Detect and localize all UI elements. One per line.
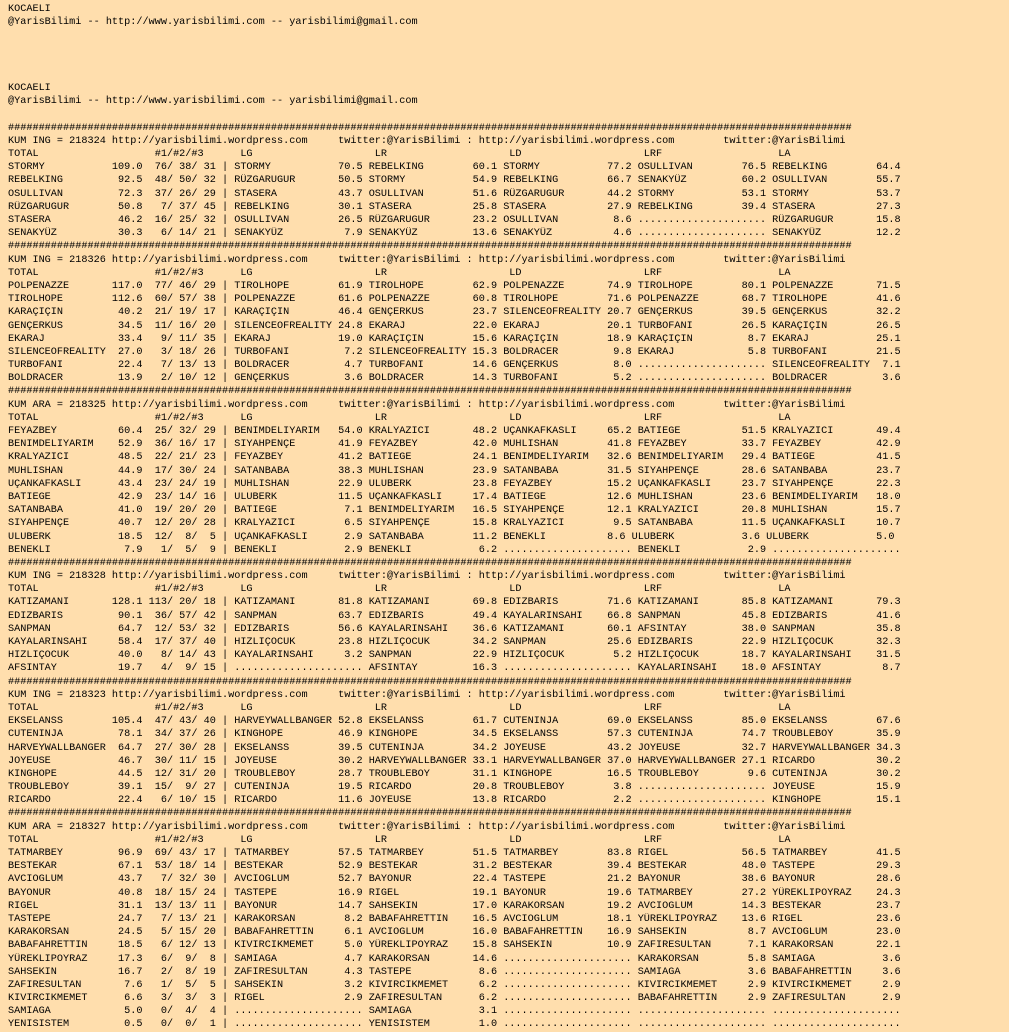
horse-row: SENAKYÜZ 30.3 6/ 14/ 21 | SENAKYÜZ 7.9 SENAKYÜZ 13.6 SENAKYÜZ 4.6 ..................... SENAKYÜZ 12.2 (8, 228, 901, 240)
horse-row: BESTEKAR 67.1 53/ 18/ 14 | BESTEKAR 52.9 BESTEKAR 31.2 BESTEKAR 39.4 BESTEKAR 48.0 TASTEPE 29.3 (8, 861, 901, 873)
spacer (8, 69, 1009, 82)
race-block (8, 254, 1009, 386)
horse-row: YENISISTEM 0.5 0/ 0/ 1 | ..................... YENISISTEM 1.0 ..................... ..................... ..................... (8, 1019, 901, 1031)
spacer (8, 43, 1009, 56)
race-block (8, 689, 1009, 808)
horse-row: FEYAZBEY 60.4 25/ 32/ 29 | BENIMDELIYARIM 54.0 KRALYAZICI 48.2 UÇANKAFKASLI 65.2 BATIEGE 51.5 KRALYAZICI 49.4 (8, 426, 901, 437)
separator-line: ########################################################################################################################################## (8, 676, 852, 688)
header-block-1 (8, 3, 1009, 29)
column-header-line: TOTAL #1/#2/#3 LG LR LD LRF LA (8, 149, 791, 161)
city-title: KOCAELI (8, 83, 51, 95)
spacer (8, 109, 1009, 122)
horse-row: HARVEYWALLBANGER 64.7 27/ 30/ 28 | EKSELANSS 39.5 CUTENINJA 34.2 JOYEUSE 43.2 JOYEUSE 32.7 HARVEYWALLBANGER 34.3 (8, 742, 901, 754)
horse-row: BABAFAHRETTIN 18.5 6/ 12/ 13 | KIVIRCIKMEMET 5.0 YÜREKLIPOYRAZ 15.8 SAHSEKIN 10.9 ZAFIRESULTAN 7.1 KARAKORSAN 22.1 (8, 940, 901, 952)
horse-row: BATIEGE 42.9 23/ 14/ 16 | ULUBERK 11.5 UÇANKAFKASLI 17.4 BATIEGE 12.6 MUHLISHAN 23.6 BENIMDELIYARIM 18.0 (8, 491, 901, 503)
horse-row: SATANBABA 41.0 19/ 20/ 20 | BATIEGE 7.1 BENIMDELIYARIM 16.5 SIYAHPENÇE 12.1 KRALYAZICI 20.8 MUHLISHAN 15.7 (8, 505, 901, 517)
horse-row: SAMIAGA 5.0 0/ 4/ 4 | ..................... SAMIAGA 3.1 ..................... ..................... ..................... (8, 1006, 901, 1018)
horse-row: KINGHOPE 44.5 12/ 31/ 20 | TROUBLEBOY 28.7 TROUBLEBOY 31.1 KINGHOPE 16.5 TROUBLEBOY 9.6 CUTENINJA 30.2 (8, 768, 901, 780)
horse-row: KARAKORSAN 24.5 5/ 15/ 20 | BABAFAHRETTIN 6.1 AVCIOGLUM 16.0 BABAFAHRETTIN 16.9 SAHSEKIN 8.7 AVCIOGLUM 23.0 (8, 927, 901, 939)
horse-row: TROUBLEBOY 39.1 15/ 9/ 27 | CUTENINJA 19.5 RICARDO 20.8 TROUBLEBOY 3.8 ..................... JOYEUSE 15.9 (8, 782, 901, 794)
race-tables (8, 122, 1009, 1032)
horse-row: YÜREKLIPOYRAZ 17.3 6/ 9/ 8 | SAMIAGA 4.7 KARAKORSAN 14.6 ..................... KARAKORSAN 5.8 SAMIAGA 3.6 (8, 953, 901, 965)
column-header-line: TOTAL #1/#2/#3 LG LR LD LRF LA (8, 412, 791, 424)
horse-row: BOLDRACER 13.9 2/ 10/ 12 | GENÇERKUS 3.6 BOLDRACER 14.3 TURBOFANI 5.2 ..................... BOLDRACER 3.6 (8, 373, 901, 385)
horse-row: AVCIOGLUM 43.7 7/ 32/ 30 | AVCIOGLUM 52.7 BAYONUR 22.4 TASTEPE 21.2 BAYONUR 38.6 BAYONUR 28.6 (8, 874, 901, 886)
horse-row: STASERA 46.2 16/ 25/ 32 | OSULLIVAN 26.5 RÜZGARUGUR 23.2 OSULLIVAN 8.6 ..................... RÜZGARUGUR 15.8 (8, 215, 901, 226)
race-header-line: KUM ING = 218324 http://yarisbilimi.wordpress.com twitter:@YarisBilimi : http://yarisbilimi.wordpress.com twitter:@YarisBilimi (8, 135, 846, 147)
race-header-line: KUM ING = 218328 http://yarisbilimi.wordpress.com twitter:@YarisBilimi : http://yarisbilimi.wordpress.com twitter:@YarisBilimi (8, 571, 846, 583)
horse-row: SANPMAN 64.7 12/ 53/ 32 | EDIZBARIS 56.6 KAYALARINSAHI 36.6 KATIZAMANI 60.1 AFSINTAY 38.0 SANPMAN 35.8 (8, 623, 901, 635)
horse-row: EKARAJ 33.4 9/ 11/ 35 | EKARAJ 19.0 KARAÇIÇIN 15.6 KARAÇIÇIN 18.9 KARAÇIÇIN 8.7 EKARAJ 25.1 (8, 333, 901, 345)
horse-row: SAHSEKIN 16.7 2/ 8/ 19 | ZAFIRESULTAN 4.3 TASTEPE 8.6 ..................... SAMIAGA 3.6 BABAFAHRETTIN 3.6 (8, 966, 901, 978)
horse-row: SILENCEOFREALITY 27.0 3/ 18/ 26 | TURBOFANI 7.2 SILENCEOFREALITY 15.3 BOLDRACER 9.8 EKARAJ 5.8 TURBOFANI 21.5 (8, 346, 901, 358)
horse-row: OSULLIVAN 72.3 37/ 26/ 29 | STASERA 43.7 OSULLIVAN 51.6 RÜZGARUGUR 44.2 STORMY 53.1 STORMY 53.7 (8, 188, 901, 200)
race-header-line: KUM ING = 218323 http://yarisbilimi.wordpress.com twitter:@YarisBilimi : http://yarisbilimi.wordpress.com twitter:@YarisBilimi (8, 689, 846, 701)
column-header-line: TOTAL #1/#2/#3 LG LR LD LRF LA (8, 702, 791, 714)
horse-row: RÜZGARUGUR 50.8 7/ 37/ 45 | REBELKING 30.1 STASERA 25.8 STASERA 27.9 REBELKING 39.4 STASERA 27.3 (8, 201, 901, 213)
horse-row: BENEKLI 7.9 1/ 5/ 9 | BENEKLI 2.9 BENEKLI 6.2 ..................... BENEKLI 2.9 ..................... (8, 544, 901, 556)
race-header-line: KUM ARA = 218325 http://yarisbilimi.wordpress.com twitter:@YarisBilimi : http://yarisbilimi.wordpress.com twitter:@YarisBilimi (8, 399, 846, 411)
race-header-line: KUM ING = 218326 http://yarisbilimi.wordpress.com twitter:@YarisBilimi : http://yarisbilimi.wordpress.com twitter:@YarisBilimi (8, 254, 846, 266)
credit-line: @YarisBilimi -- http://www.yarisbilimi.com -- yarisbilimi@gmail.com (8, 96, 418, 108)
separator-line: ########################################################################################################################################## (8, 557, 852, 569)
horse-row: RICARDO 22.4 6/ 10/ 15 | RICARDO 11.6 JOYEUSE 13.8 RICARDO 2.2 ..................... KINGHOPE 15.1 (8, 795, 901, 807)
separator-line: ########################################################################################################################################## (8, 808, 852, 820)
credit-line: @YarisBilimi -- http://www.yarisbilimi.com -- yarisbilimi@gmail.com (8, 17, 418, 29)
separator-line: ########################################################################################################################################## (8, 386, 852, 398)
horse-row: MUHLISHAN 44.9 17/ 30/ 24 | SATANBABA 38.3 MUHLISHAN 23.9 SATANBABA 31.5 SIYAHPENÇE 28.6 SATANBABA 23.7 (8, 465, 901, 477)
spacer (8, 29, 1009, 42)
horse-row: KIVIRCIKMEMET 6.6 3/ 3/ 3 | RIGEL 2.9 ZAFIRESULTAN 6.2 ..................... BABAFAHRETTIN 2.9 ZAFIRESULTAN 2.9 (8, 993, 901, 1005)
horse-row: BAYONUR 40.8 18/ 15/ 24 | TASTEPE 16.9 RIGEL 19.1 BAYONUR 19.6 TATMARBEY 27.2 YÜREKLIPOYRAZ 24.3 (8, 887, 901, 899)
race-block (8, 399, 1009, 557)
race-header-line: KUM ARA = 218327 http://yarisbilimi.wordpress.com twitter:@YarisBilimi : http://yarisbilimi.wordpress.com twitter:@YarisBilimi (8, 821, 846, 833)
horse-row: EKSELANSS 105.4 47/ 43/ 40 | HARVEYWALLBANGER 52.8 EKSELANSS 61.7 CUTENINJA 69.0 EKSELANSS 85.0 EKSELANSS 67.6 (8, 716, 901, 728)
horse-row: TIROLHOPE 112.6 60/ 57/ 38 | POLPENAZZE 61.6 POLPENAZZE 60.8 TIROLHOPE 71.6 POLPENAZZE 68.7 TIROLHOPE 41.6 (8, 294, 901, 306)
city-title: KOCAELI (8, 4, 51, 15)
horse-row: HIZLIÇOCUK 40.0 8/ 14/ 43 | KAYALARINSAHI 3.2 SANPMAN 22.9 HIZLIÇOCUK 5.2 HIZLIÇOCUK 18.7 KAYALARINSAHI 31.5 (8, 650, 901, 662)
header-block-2 (8, 82, 1009, 108)
horse-row: KATIZAMANI 128.1 113/ 20/ 18 | KATIZAMANI 81.8 KATIZAMANI 69.8 EDIZBARIS 71.6 KATIZAMANI 85.8 KATIZAMANI 79.3 (8, 597, 901, 609)
separator-line: ########################################################################################################################################## (8, 122, 852, 134)
horse-row: GENÇERKUS 34.5 11/ 16/ 20 | SILENCEOFREALITY 24.8 EKARAJ 22.0 EKARAJ 20.1 TURBOFANI 26.5 KARAÇIÇIN 26.5 (8, 320, 901, 332)
horse-row: CUTENINJA 78.1 34/ 37/ 26 | KINGHOPE 46.9 KINGHOPE 34.5 EKSELANSS 57.3 CUTENINJA 74.7 TROUBLEBOY 35.9 (8, 729, 901, 741)
race-block (8, 570, 1009, 676)
horse-row: ULUBERK 18.5 12/ 8/ 5 | UÇANKAFKASLI 2.9 SATANBABA 11.2 BENEKLI 8.6 ULUBERK 3.6 ULUBERK 5.0 (8, 531, 895, 543)
horse-row: EDIZBARIS 90.1 36/ 57/ 42 | SANPMAN 63.7 EDIZBARIS 49.4 KAYALARINSAHI 66.8 SANPMAN 45.8 EDIZBARIS 41.6 (8, 610, 901, 622)
separator-line: ########################################################################################################################################## (8, 241, 852, 253)
race-block (8, 821, 1009, 1032)
spacer (8, 56, 1009, 69)
horse-row: UÇANKAFKASLI 43.4 23/ 24/ 19 | MUHLISHAN 22.9 ULUBERK 23.8 FEYAZBEY 15.2 UÇANKAFKASLI 23.7 SIYAHPENÇE 22.3 (8, 478, 901, 490)
horse-row: TURBOFANI 22.4 7/ 13/ 13 | BOLDRACER 4.7 TURBOFANI 14.6 GENÇERKUS 8.0 ..................... SILENCEOFREALITY 7.1 (8, 360, 901, 372)
horse-row: KAYALARINSAHI 58.4 17/ 37/ 40 | HIZLIÇOCUK 23.8 HIZLIÇOCUK 34.2 SANPMAN 25.6 EDIZBARIS 22.9 HIZLIÇOCUK 32.3 (8, 637, 901, 648)
horse-row: POLPENAZZE 117.0 77/ 46/ 29 | TIROLHOPE 61.9 TIROLHOPE 62.9 POLPENAZZE 74.9 TIROLHOPE 80.1 POLPENAZZE 71.5 (8, 280, 901, 292)
race-block (8, 135, 1009, 241)
horse-row: KRALYAZICI 48.5 22/ 21/ 23 | FEYAZBEY 41.2 BATIEGE 24.1 BENIMDELIYARIM 32.6 BENIMDELIYARIM 29.4 BATIEGE 41.5 (8, 452, 901, 464)
horse-row: RIGEL 31.1 13/ 13/ 11 | BAYONUR 14.7 SAHSEKIN 17.0 KARAKORSAN 19.2 AVCIOGLUM 14.3 BESTEKAR 23.7 (8, 900, 901, 912)
horse-row: STORMY 109.0 76/ 38/ 31 | STORMY 70.5 REBELKING 60.1 STORMY 77.2 OSULLIVAN 76.5 REBELKING 64.4 (8, 162, 901, 174)
horse-row: JOYEUSE 46.7 30/ 11/ 15 | JOYEUSE 30.2 HARVEYWALLBANGER 33.1 HARVEYWALLBANGER 37.0 HARVEYWALLBANGER 27.1 RICARDO 30.2 (8, 755, 901, 767)
horse-row: BENIMDELIYARIM 52.9 36/ 16/ 17 | SIYAHPENÇE 41.9 FEYAZBEY 42.0 MUHLISHAN 41.8 FEYAZBEY 33.7 FEYAZBEY 42.9 (8, 439, 901, 451)
column-header-line: TOTAL #1/#2/#3 LG LR LD LRF LA (8, 834, 791, 846)
horse-row: KARAÇIÇIN 40.2 21/ 19/ 17 | KARAÇIÇIN 46.4 GENÇERKUS 23.7 SILENCEOFREALITY 20.7 GENÇERKUS 39.5 GENÇERKUS 32.2 (8, 307, 901, 319)
horse-row: TATMARBEY 96.9 69/ 43/ 17 | TATMARBEY 57.5 TATMARBEY 51.5 TATMARBEY 83.8 RIGEL 56.5 TATMARBEY 41.5 (8, 848, 901, 859)
column-header-line: TOTAL #1/#2/#3 LG LR LD LRF LA (8, 267, 791, 279)
horse-row: TASTEPE 24.7 7/ 13/ 21 | KARAKORSAN 8.2 BABAFAHRETTIN 16.5 AVCIOGLUM 18.1 YÜREKLIPOYRAZ 13.6 RIGEL 23.6 (8, 913, 901, 925)
horse-row: AFSINTAY 19.7 4/ 9/ 15 | ..................... AFSINTAY 16.3 ..................... KAYALARINSAHI 18.0 AFSINTAY 8.7 (8, 663, 901, 675)
column-header-line: TOTAL #1/#2/#3 LG LR LD LRF LA (8, 584, 791, 596)
horse-row: SIYAHPENÇE 40.7 12/ 20/ 28 | KRALYAZICI 6.5 SIYAHPENÇE 15.8 KRALYAZICI 9.5 SATANBABA 11.5 UÇANKAFKASLI 10.7 (8, 518, 901, 530)
horse-row: REBELKING 92.5 48/ 50/ 32 | RÜZGARUGUR 50.5 STORMY 54.9 REBELKING 66.7 SENAKYÜZ 60.2 OSULLIVAN 55.7 (8, 175, 901, 187)
horse-row: ZAFIRESULTAN 7.6 1/ 5/ 5 | SAHSEKIN 3.2 KIVIRCIKMEMET 6.2 ..................... KIVIRCIKMEMET 2.9 KIVIRCIKMEMET 2.9 (8, 979, 901, 991)
